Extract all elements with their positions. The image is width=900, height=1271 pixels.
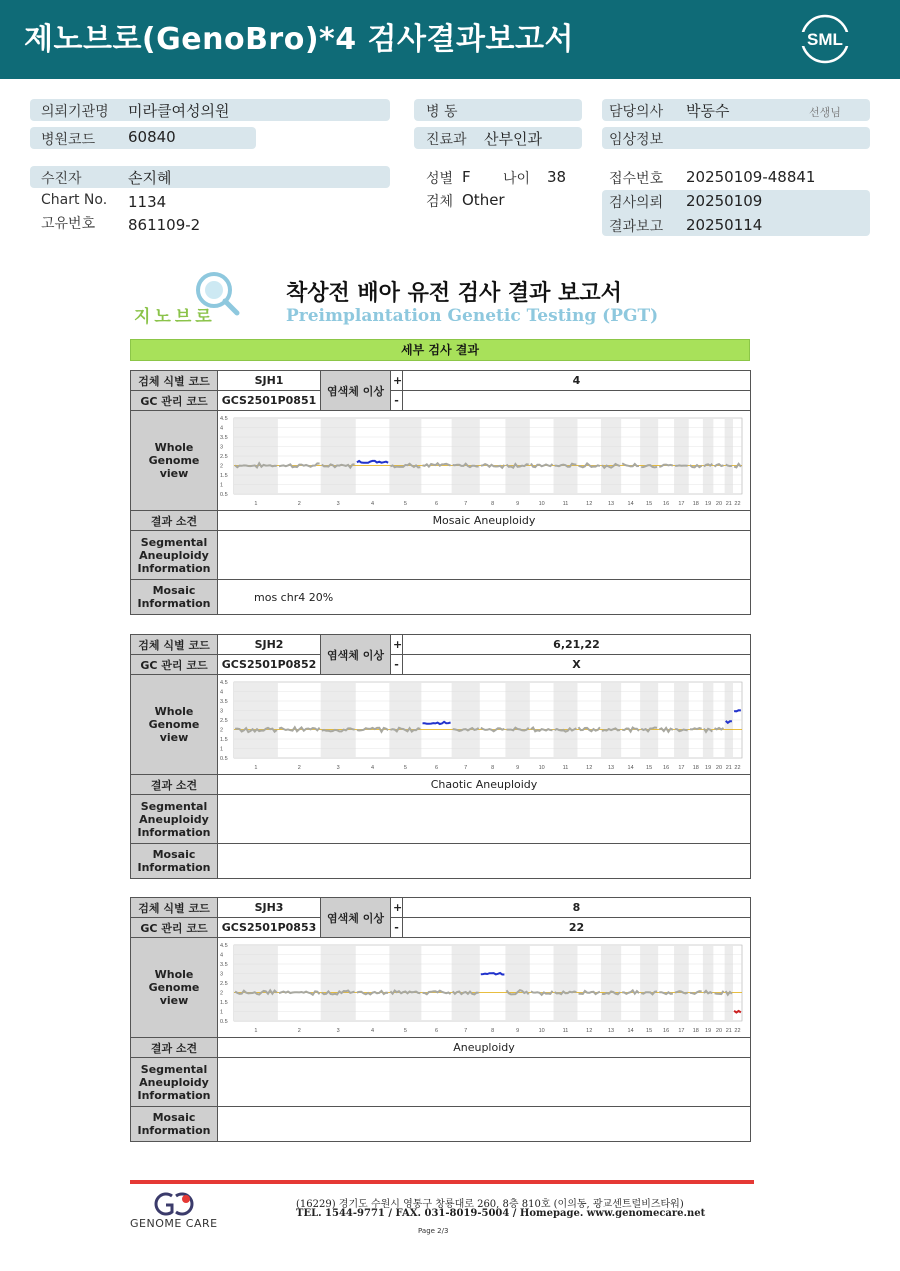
y-tick-label: 0.5	[220, 755, 228, 762]
chromosome-tick-label: 15	[646, 764, 653, 771]
sample-code-label: 검체 식별 코드	[131, 635, 218, 655]
copy-number-trace-chr22	[734, 710, 741, 711]
chromosome-tick-label: 10	[538, 1027, 545, 1034]
whole-genome-label: Whole Genome view	[131, 675, 218, 775]
hospital-code-label: 병원코드	[41, 132, 96, 148]
receipt-label: 접수번호	[609, 171, 664, 187]
y-tick-label: 2	[220, 990, 224, 996]
chromosome-tick-label: 1	[254, 764, 258, 771]
y-tick-label: 3.5	[220, 434, 228, 441]
report-title: 착상전 배아 유전 검사 결과 보고서	[286, 281, 622, 306]
chromosome-tick-label: 7	[464, 500, 468, 507]
chromosome-tick-label: 6	[434, 764, 439, 771]
y-tick-label: 3	[220, 971, 224, 977]
chromosome-tick-label: 19	[705, 500, 712, 507]
chromosome-tick-label: 20	[715, 1027, 723, 1034]
gain-value: 8	[403, 898, 751, 918]
y-tick-label: 1	[220, 1009, 224, 1015]
chromosome-tick-label: 9	[516, 500, 520, 507]
patient-row	[30, 166, 390, 188]
y-tick-label: 1	[220, 746, 224, 752]
sample-block-1	[130, 370, 750, 615]
chromosome-tick-label: 11	[562, 1027, 569, 1034]
y-tick-label: 1.5	[220, 736, 228, 743]
mosaic-label: Mosaic Information	[131, 1107, 218, 1142]
chromosome-tick-label: 8	[491, 1027, 495, 1034]
chromosome-tick-label: 6	[434, 1027, 439, 1034]
chromosome-tick-label: 17	[678, 1027, 685, 1034]
section-title: 세부 검사 결과	[130, 339, 750, 361]
age-label: 나이	[503, 171, 531, 187]
whole-genome-plot	[218, 676, 748, 774]
chromosome-tick-label: 1	[254, 500, 258, 507]
chromosome-tick-label: 22	[734, 764, 741, 771]
chromosome-tick-label: 18	[692, 500, 699, 507]
chromosome-tick-label: 14	[627, 764, 634, 771]
chromosome-tick-label: 12	[586, 764, 593, 771]
chromosome-tick-label: 1	[254, 1027, 258, 1034]
sample-block-3	[130, 897, 750, 1142]
chromosome-tick-label: 11	[562, 500, 569, 507]
gc-code-label: GC 관리 코드	[131, 655, 218, 675]
chromosome-tick-label: 13	[608, 500, 615, 507]
genome-care-logo-icon	[150, 1190, 196, 1218]
doctor-value: 박동수	[686, 102, 730, 120]
chromosome-tick-label: 5	[403, 764, 407, 771]
ward-label: 병 동	[426, 104, 458, 120]
hospital-code-value: 60840	[128, 128, 176, 146]
document-title: 제노브로(GenoBro)*4 검사결과보고서	[24, 22, 574, 57]
report-value: 20250114	[686, 216, 763, 234]
age-value: 38	[547, 168, 567, 186]
clinical-label: 임상정보	[609, 132, 664, 148]
chromosome-tick-label: 8	[491, 500, 495, 507]
chart-value: 1134	[128, 193, 167, 211]
chromosome-tick-label: 7	[464, 1027, 468, 1034]
whole-genome-plot	[218, 412, 748, 510]
gc-code-value: GCS2501P0851	[218, 391, 321, 411]
y-tick-label: 1.5	[220, 472, 228, 479]
result-label: 결과 소견	[131, 1038, 218, 1058]
y-tick-label: 4.5	[220, 942, 228, 949]
svg-text:SML: SML	[807, 30, 843, 49]
unique-label: 고유번호	[41, 216, 96, 232]
chromosome-tick-label: 5	[403, 1027, 407, 1034]
chromosome-tick-label: 3	[336, 764, 340, 771]
chromosome-tick-label: 22	[734, 500, 741, 507]
mosaic-label: Mosaic Information	[131, 844, 218, 879]
unique-value: 861109-2	[128, 216, 201, 234]
page-number: Page 2/3	[418, 1227, 449, 1235]
chromosome-tick-label: 22	[734, 1027, 741, 1034]
loss-value	[403, 391, 751, 411]
y-tick-label: 3	[220, 444, 224, 450]
doctor-suffix: 선생님	[809, 106, 841, 119]
chromosome-tick-label: 16	[663, 1027, 670, 1034]
chromosome-tick-label: 2	[297, 500, 301, 507]
copy-number-trace-chr22	[734, 1010, 741, 1012]
gc-code-value: GCS2501P0853	[218, 918, 321, 938]
y-tick-label: 4.5	[220, 415, 228, 422]
chrom-abnormality-label: 염색체 이상	[321, 371, 391, 411]
chromosome-tick-label: 14	[627, 500, 634, 507]
y-tick-label: 0.5	[220, 491, 228, 498]
y-tick-label: 4.5	[220, 679, 228, 686]
chart-label: Chart No.	[41, 192, 108, 208]
gc-code-value: GCS2501P0852	[218, 655, 321, 675]
request-label: 검사의뢰	[609, 195, 664, 211]
chromosome-tick-label: 21	[725, 764, 732, 771]
chromosome-tick-label: 21	[725, 1027, 732, 1034]
chromosome-tick-label: 2	[297, 1027, 301, 1034]
report-subtitle: Preimplantation Genetic Testing (PGT)	[286, 306, 659, 326]
gain-value: 4	[403, 371, 751, 391]
segmental-label: Segmental Aneuploidy Information	[131, 1058, 218, 1107]
y-tick-label: 0.5	[220, 1018, 228, 1025]
y-tick-label: 4	[220, 952, 224, 958]
whole-genome-label: Whole Genome view	[131, 938, 218, 1038]
y-tick-label: 3.5	[220, 961, 228, 968]
sml-logo-icon	[800, 14, 850, 64]
chromosome-tick-label: 17	[678, 500, 685, 507]
sample-code-value: SJH1	[218, 371, 321, 391]
y-tick-label: 2.5	[220, 980, 228, 987]
chromosome-tick-label: 20	[715, 764, 723, 771]
sample-code-label: 검체 식별 코드	[131, 898, 218, 918]
chromosome-tick-label: 8	[491, 764, 495, 771]
gain-sign: +	[391, 371, 403, 391]
sex-label: 성별	[426, 171, 454, 187]
chromosome-tick-label: 5	[403, 500, 407, 507]
chromosome-tick-label: 2	[297, 764, 301, 771]
chromosome-tick-label: 15	[646, 500, 653, 507]
header-bar	[0, 0, 900, 79]
chromosome-tick-label: 16	[663, 764, 670, 771]
specimen-label: 검체	[426, 194, 454, 210]
loss-value: 22	[403, 918, 751, 938]
institution-label: 의뢰기관명	[41, 104, 109, 120]
chromosome-tick-label: 3	[336, 1027, 340, 1034]
loss-value: X	[403, 655, 751, 675]
chromosome-tick-label: 19	[705, 1027, 712, 1034]
chromosome-tick-label: 7	[464, 764, 468, 771]
y-tick-label: 4	[220, 425, 224, 431]
department-label: 진료과	[426, 132, 467, 148]
y-tick-label: 2	[220, 463, 224, 469]
y-tick-label: 2	[220, 727, 224, 733]
patient-value: 손지혜	[128, 169, 172, 187]
footer-divider	[130, 1180, 754, 1184]
y-tick-label: 2.5	[220, 717, 228, 724]
chromosome-tick-label: 10	[538, 500, 545, 507]
chromosome-tick-label: 4	[371, 500, 375, 507]
chromosome-tick-label: 12	[586, 500, 593, 507]
chromosome-tick-label: 10	[538, 764, 545, 771]
gain-value: 6,21,22	[403, 635, 751, 655]
loss-sign: -	[391, 655, 403, 675]
sample-code-value: SJH3	[218, 898, 321, 918]
chromosome-tick-label: 11	[562, 764, 569, 771]
y-tick-label: 2.5	[220, 453, 228, 460]
chromosome-tick-label: 20	[715, 500, 723, 507]
sample-code-value: SJH2	[218, 635, 321, 655]
gc-code-label: GC 관리 코드	[131, 391, 218, 411]
patient-label: 수진자	[41, 171, 82, 187]
loss-sign: -	[391, 391, 403, 411]
chromosome-tick-label: 16	[663, 500, 670, 507]
segmental-value	[218, 1058, 751, 1107]
y-tick-label: 4	[220, 689, 224, 695]
chromosome-tick-label: 19	[705, 764, 712, 771]
chromosome-tick-label: 15	[646, 1027, 653, 1034]
chromosome-tick-label: 13	[608, 1027, 615, 1034]
company-name: GENOME CARE	[130, 1217, 218, 1230]
company-address: (16229) 경기도 수원시 영통구 창룡대로 260, 8층 810호 (이의동, 광교센트럴비즈타워)	[296, 1199, 684, 1210]
doctor-label: 담당의사	[609, 104, 664, 120]
chromosome-tick-label: 21	[725, 500, 732, 507]
company-contact: TEL. 1544-9771 / FAX. 031-8019-5004 / Homepage. www.genomecare.net	[296, 1208, 706, 1219]
sex-value: F	[462, 168, 471, 186]
chromosome-tick-label: 18	[692, 764, 699, 771]
chromosome-tick-label: 4	[371, 1027, 375, 1034]
chromosome-tick-label: 17	[678, 764, 685, 771]
request-value: 20250109	[686, 192, 763, 210]
result-value: Chaotic Aneuploidy	[218, 775, 751, 795]
result-label: 결과 소견	[131, 775, 218, 795]
y-tick-label: 1.5	[220, 999, 228, 1006]
receipt-value: 20250109-48841	[686, 168, 816, 186]
result-value: Mosaic Aneuploidy	[218, 511, 751, 531]
whole-genome-label: Whole Genome view	[131, 411, 218, 511]
institution-value: 미라클여성의원	[128, 102, 230, 120]
chromosome-tick-label: 12	[586, 1027, 593, 1034]
report-label: 결과보고	[609, 219, 664, 235]
chromosome-tick-label: 18	[692, 1027, 699, 1034]
chromosome-tick-label: 9	[516, 1027, 520, 1034]
mosaic-value: mos chr4 20%	[218, 580, 751, 615]
copy-number-trace-chr17	[675, 465, 688, 466]
chrom-abnormality-label: 염색체 이상	[321, 635, 391, 675]
chromosome-tick-label: 14	[627, 1027, 634, 1034]
y-tick-label: 1	[220, 482, 224, 488]
mosaic-value	[218, 1107, 751, 1142]
segmental-label: Segmental Aneuploidy Information	[131, 795, 218, 844]
chrom-abnormality-label: 염색체 이상	[321, 898, 391, 938]
genobro-brand: 지노브로	[134, 307, 216, 327]
segmental-value	[218, 795, 751, 844]
sample-code-label: 검체 식별 코드	[131, 371, 218, 391]
department-value: 산부인과	[484, 130, 542, 148]
mosaic-label: Mosaic Information	[131, 580, 218, 615]
whole-genome-plot	[218, 939, 748, 1037]
specimen-value: Other	[462, 191, 505, 209]
chromosome-tick-label: 4	[371, 764, 375, 771]
sample-block-2	[130, 634, 750, 879]
gain-sign: +	[391, 635, 403, 655]
y-tick-label: 3.5	[220, 698, 228, 705]
segmental-label: Segmental Aneuploidy Information	[131, 531, 218, 580]
chromosome-tick-label: 13	[608, 764, 615, 771]
result-value: Aneuploidy	[218, 1038, 751, 1058]
result-label: 결과 소견	[131, 511, 218, 531]
loss-sign: -	[391, 918, 403, 938]
chromosome-tick-label: 6	[434, 500, 439, 507]
y-tick-label: 3	[220, 708, 224, 714]
chromosome-tick-label: 3	[336, 500, 340, 507]
segmental-value	[218, 531, 751, 580]
mosaic-value	[218, 844, 751, 879]
gc-code-label: GC 관리 코드	[131, 918, 218, 938]
chromosome-tick-label: 9	[516, 764, 520, 771]
gain-sign: +	[391, 898, 403, 918]
